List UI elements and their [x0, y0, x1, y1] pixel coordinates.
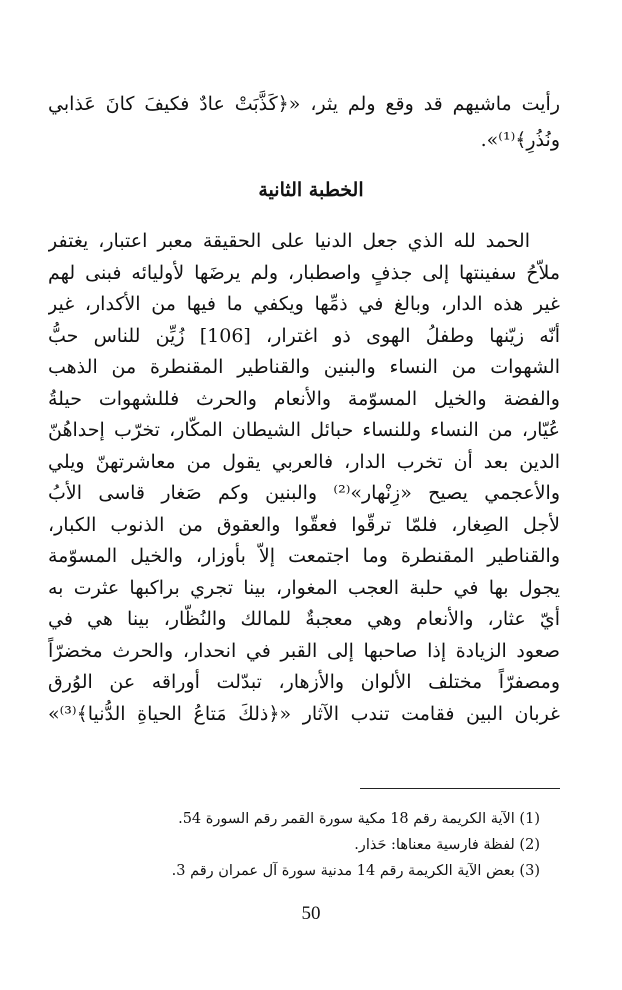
- paragraph-line: يجول بها في حلبة العجب المغوار، بينا تجري براكبها عثرت به: [48, 576, 560, 599]
- footnote: (1) الآية الكريمة رقم 18 مكية سورة القمر رقم السورة 54.: [178, 811, 540, 827]
- paragraph-line: ومصفرّاً مختلف الألوان والأزهار، تبدّلت أوراقه عن الوُرق: [48, 671, 560, 693]
- paragraph-line: أيّ عثار، والأنعام وهي معجبةٌ للمالك والنُظّار، بينا هي في: [48, 608, 560, 630]
- section-title: الخطبة الثانية: [258, 179, 364, 201]
- page-number: 50: [301, 903, 321, 924]
- paragraph-line: غير هذه الدار، وبالغ في ذمِّها ويكفي ما فيها من الأكدار، غير: [48, 293, 560, 315]
- paragraph-line: عُيّار، من النساء وللنساء حبائل الشيطان المكّار، تخرّب إحداهُنّ: [48, 419, 560, 441]
- footnote: (2) لفظة فارسية معناها: حَذار.: [354, 837, 540, 853]
- paragraph-line: ملاّحُ سفينتها إلى جذفٍ واصطبار، ولم يرضَها لأوليائه فبنى لهم: [48, 261, 560, 284]
- paragraph-line: الشهوات من النساء والبنين والقناطير المقنطرة من الذهب: [48, 356, 560, 378]
- paragraph-line: لأجل الصِغار، فلمّا ترقّوا فعقّوا والعقوق من الذنوب الكبار،: [48, 513, 560, 536]
- opening-paragraph: [48, 86, 560, 158]
- paragraph-line: غربان البين فقامت تندب الآثار «﴿ذلكَ مَتاعُ الحياةِ الدُّنيا﴾⁽³⁾»: [48, 702, 560, 725]
- paragraph-line: أنّه زيّنها وطفلُ الهوى ذو اغترار، [106] زُيِّن للناس حبُّ: [48, 324, 560, 347]
- footnotes: [60, 806, 540, 884]
- footnote: (3) بعض الآية الكريمة رقم 14 مدنية سورة آل عمران رقم 3.: [171, 863, 540, 879]
- paragraph-line: صعود الزيادة إذا صاحبها إلى القبر في انحدار، والحرث مخضرّاً: [48, 639, 560, 662]
- opening-line: ونُذُرِ﴾⁽¹⁾».: [480, 129, 560, 151]
- footnote-divider: [360, 788, 560, 789]
- paragraph-line: والأعجمي يصيح «زِنْهار»⁽²⁾ والبنين وكم صَغار قاسى الأبُ: [48, 482, 560, 504]
- paragraph-line: الدين بعد أن تخرب الدار، فالعربي يقول من معاشرتهنّ ويلي: [48, 450, 560, 473]
- opening-line: رأيت ماشيهم قد وقع ولم يثر، «﴿كَذَّبَتْ عادٌ فكيفَ كانَ عَذابي: [48, 93, 560, 115]
- paragraph-line: والقناطير المقنطرة وما اجتمعت إلاّ بأوزار، والخيل المسوّمة: [48, 545, 560, 567]
- sermon-paragraph: [48, 226, 560, 730]
- paragraph-line: والفضة والخيل المسوّمة والأنعام والحرث فللشهوات حيلةُ: [48, 387, 560, 410]
- paragraph-line: الحمد لله الذي جعل الدنيا على الحقيقة معبر اعتبار، يغتفر: [48, 230, 530, 252]
